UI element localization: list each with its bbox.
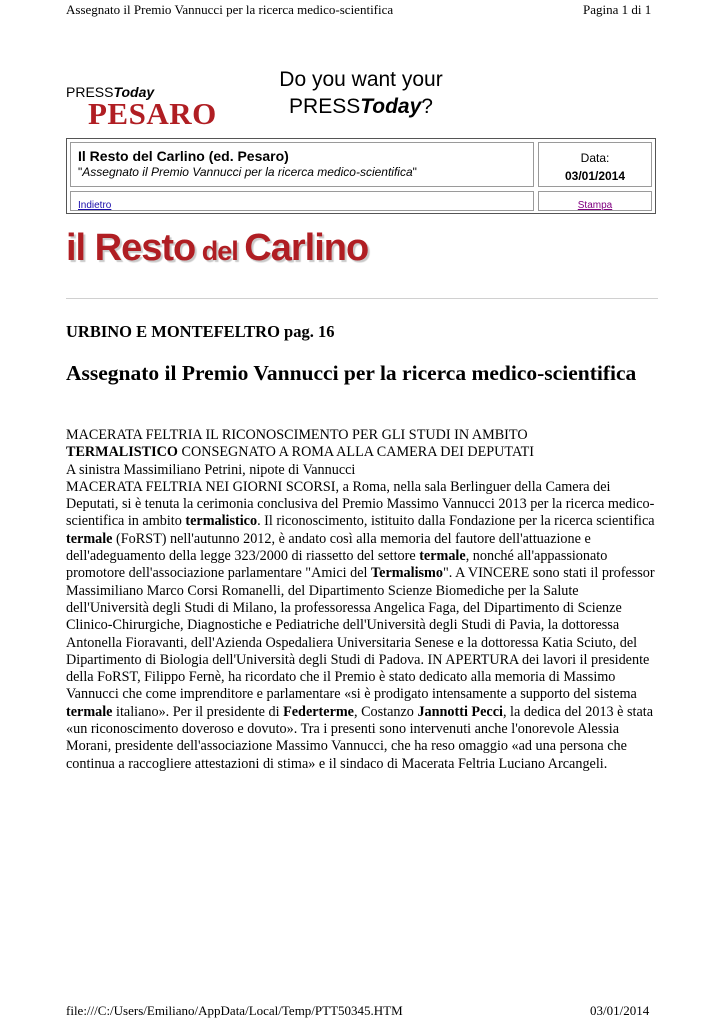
- article-info-table: [66, 138, 656, 214]
- promo-line2: PRESSToday?: [289, 95, 433, 118]
- promo-line1: Do you want your: [279, 68, 443, 91]
- article-section: URBINO E MONTEFELTRO pag. 16: [66, 322, 335, 341]
- print-footer-date: 03/01/2014: [590, 1003, 650, 1018]
- presstoday-pesaro-logo: [66, 84, 226, 132]
- date-cell: [538, 142, 652, 187]
- print-header-page: Pagina 1 di 1: [583, 2, 652, 17]
- source-name: Il Resto del Carlino (ed. Pesaro): [78, 148, 289, 164]
- print-header: [0, 2, 724, 20]
- article-title: Assegnato il Premio Vannucci per la ricerca medico-scientifica: [66, 361, 637, 385]
- print-footer-path: file:///C:/Users/Emiliano/AppData/Local/Temp/PTT50345.HTM: [66, 1003, 403, 1018]
- presstoday-promo[interactable]: [248, 66, 474, 120]
- logo-city: PESARO: [88, 96, 217, 131]
- photo-caption: A sinistra Massimiliano Petrini, nipote di Vannucci: [66, 461, 356, 478]
- date-value: 03/01/2014: [564, 169, 626, 183]
- logo-presstoday: PRESSToday: [66, 84, 155, 100]
- source-cell: [70, 142, 534, 187]
- print-header-title: Assegnato il Premio Vannucci per la ricerca medico-scientifica: [66, 2, 394, 17]
- back-cell: [70, 191, 534, 211]
- newspaper-masthead-logo: il Resto del Carlino: [66, 227, 369, 269]
- article-body: [66, 427, 660, 773]
- source-headline: "Assegnato il Premio Vannucci per la ricerca medico-scientifica": [78, 165, 417, 179]
- date-label: Data:: [580, 151, 610, 165]
- divider: [66, 298, 658, 299]
- print-cell: [538, 191, 652, 211]
- article-kicker: MACERATA FELTRIA IL RICONOSCIMENTO PER GLI STUDI IN AMBITO TERMALISTICO CONSEGNATO A ROMA ALLA CAMERA DEI DEPUTATI: [66, 427, 535, 461]
- print-footer: [0, 1003, 724, 1021]
- article-text: MACERATA FELTRIA NEI GIORNI SCORSI, a Roma, nella sala Berlinguer della Camera dei Deputati, si è tenuta la cerimonia conclusiva del Premio Massimo Vannucci 2013 per la ricerca medico-scientifica in ambito termalistico. Il riconoscimento, istituito dalla Fondazione per la ricerca scientifica termale (FoRST) nell'autunno 2012, è andato così alla memoria del fautore dell'attuazione e dell'adeguamento della legge 323/2000 di riassetto del settore termale, nonché all'appassionato promotore dell'associazione parlamentare "Amici del Termalismo". A VINCERE sono stati il professor Massimiliano Marco Corsi Romanelli, del Dipartimento Scienze Biomediche per la Salute dell'Università degli Studi di Milano, la professoressa Angelica Faga, del Dipartimento di Scienze Clinico-Chirurgiche, Diagnostiche e Pediatriche dell'Università degli Studi di Pavia, la dottoressa Antonella Fioravanti, dell'Azienda Ospedaliera Universitaria Senese e la dottoressa Katia Sciuto, del Dipartimento di Biologia dell'Università degli Studi di Padova. IN APERTURA dei lavori il presidente della FoRST, Filippo Fernè, ha ricordato che il Premio è stato dedicato alla memoria di Massimo Vannucci che come imprenditore e parlamentare «si è prodigato intensamente a supporto del sistema termale italiano». Per il presidente di Federterme, Costanzo Jannotti Pecci, la dedica del 2013 è stata «un riconoscimento doveroso e dovuto». Tra i presenti sono intervenuti anche l'onorevole Alessia Morani, presidente dell'associazione Massimo Vannucci, che ha reso omaggio «ad una persona che continua a raccogliere attestazioni di stima» e il sindaco di Macerata Feltria Luciano Arcangeli.: [66, 478, 655, 772]
- back-link[interactable]: Indietro: [78, 200, 112, 211]
- print-link[interactable]: Stampa: [577, 200, 613, 211]
